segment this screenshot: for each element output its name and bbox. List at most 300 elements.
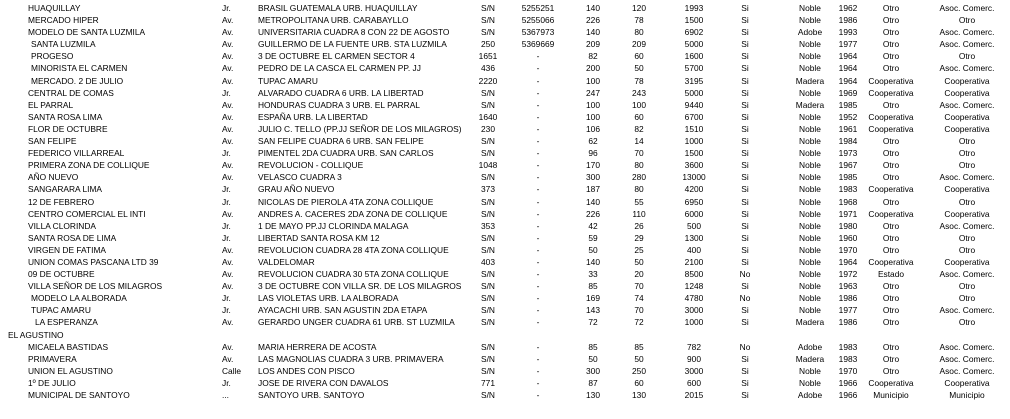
material: Noble bbox=[799, 39, 821, 50]
phone: - bbox=[536, 269, 540, 280]
table-row bbox=[0, 377, 1010, 389]
table-row bbox=[0, 159, 1010, 171]
street-type: Jr. bbox=[222, 377, 231, 388]
area-built: 14 bbox=[634, 136, 644, 147]
area-total: 300 bbox=[586, 365, 600, 376]
street-type: Jr. bbox=[222, 232, 231, 243]
market-name: CENTRAL DE COMAS bbox=[28, 87, 114, 98]
area-total: 87 bbox=[588, 377, 598, 388]
ownership-type: Otro bbox=[882, 27, 900, 38]
phone: 5369669 bbox=[521, 39, 555, 50]
area-total: 62 bbox=[588, 136, 598, 147]
year: 1968 bbox=[838, 196, 858, 207]
address: JOSE DE RIVERA CON DAVALOS bbox=[258, 377, 389, 388]
area-built: 82 bbox=[634, 123, 644, 134]
value: 6902 bbox=[684, 27, 704, 38]
address: REVOLUCION - COLLIQUE bbox=[258, 160, 364, 171]
material: Noble bbox=[799, 365, 821, 376]
area-total: 247 bbox=[586, 87, 600, 98]
material: Adobe bbox=[797, 390, 823, 400]
year: 1963 bbox=[838, 281, 858, 292]
ownership-type: Otro bbox=[882, 3, 900, 13]
area-total: 209 bbox=[586, 39, 600, 50]
market-name: VIRGEN DE FATIMA bbox=[28, 244, 107, 255]
year: 1969 bbox=[838, 87, 858, 98]
phone: - bbox=[536, 148, 540, 159]
ownership-type: Cooperativa bbox=[868, 256, 914, 267]
ownership-type: Cooperativa bbox=[868, 87, 914, 98]
area-total: 226 bbox=[586, 208, 600, 219]
management-type: Asoc. Comerc. bbox=[939, 365, 995, 376]
market-name: 12 DE FEBRERO bbox=[28, 196, 95, 207]
management-type: Asoc. Comerc. bbox=[939, 305, 995, 316]
phone: - bbox=[536, 51, 540, 62]
year: 1986 bbox=[838, 15, 858, 26]
market-name: MODELO LA ALBORADA bbox=[31, 293, 127, 304]
street-type: Calle bbox=[222, 365, 242, 376]
phone: - bbox=[536, 232, 540, 243]
ownership-type: Otro bbox=[882, 196, 900, 207]
address: REVOLUCION CUADRA 30 5TA ZONA COLLIQUE bbox=[258, 269, 449, 280]
material: Noble bbox=[799, 232, 821, 243]
market-name: 09 DE OCTUBRE bbox=[28, 269, 95, 280]
area-built: 60 bbox=[634, 111, 644, 122]
material: Noble bbox=[799, 196, 821, 207]
management-type: Otro bbox=[958, 148, 976, 159]
street-number: S/N bbox=[481, 390, 495, 400]
value: 9440 bbox=[684, 99, 704, 110]
market-name: UNION COMAS PASCANA LTD 39 bbox=[28, 256, 159, 267]
table-row bbox=[0, 99, 1010, 111]
service-flag: Si bbox=[741, 232, 749, 243]
street-number: S/N bbox=[481, 244, 495, 255]
material: Noble bbox=[799, 111, 821, 122]
ownership-type: Otro bbox=[882, 15, 900, 26]
material: Noble bbox=[799, 3, 821, 13]
management-type: Otro bbox=[958, 51, 976, 62]
ownership-type: Otro bbox=[882, 353, 900, 364]
value: 5700 bbox=[684, 63, 704, 74]
area-total: 50 bbox=[588, 244, 598, 255]
value: 1600 bbox=[684, 51, 704, 62]
table-row bbox=[0, 220, 1010, 232]
ownership-type: Otro bbox=[882, 160, 900, 171]
street-type: Jr. bbox=[222, 87, 231, 98]
table-row bbox=[0, 208, 1010, 220]
street-number: 230 bbox=[481, 123, 495, 134]
area-built: 280 bbox=[632, 172, 646, 183]
management-type: Asoc. Comerc. bbox=[939, 3, 995, 13]
area-built: 80 bbox=[634, 184, 644, 195]
service-flag: Si bbox=[741, 184, 749, 195]
material: Noble bbox=[799, 208, 821, 219]
street-number: 771 bbox=[481, 377, 495, 388]
area-total: 140 bbox=[586, 196, 600, 207]
management-type: Otro bbox=[958, 232, 976, 243]
area-total: 143 bbox=[586, 305, 600, 316]
ownership-type: Otro bbox=[882, 365, 900, 376]
street-number: S/N bbox=[481, 136, 495, 147]
phone: - bbox=[536, 87, 540, 98]
management-type: Asoc. Comerc. bbox=[939, 63, 995, 74]
year: 1964 bbox=[838, 63, 858, 74]
material: Adobe bbox=[797, 27, 823, 38]
street-type: Av. bbox=[222, 317, 234, 328]
material: Noble bbox=[799, 172, 821, 183]
ownership-type: Otro bbox=[882, 136, 900, 147]
market-name: SANTA ROSA DE LIMA bbox=[28, 232, 117, 243]
area-built: 250 bbox=[632, 365, 646, 376]
ownership-type: Otro bbox=[882, 281, 900, 292]
street-type: Jr. bbox=[222, 184, 231, 195]
table-row bbox=[0, 341, 1010, 353]
year: 1971 bbox=[838, 208, 858, 219]
year: 1986 bbox=[838, 293, 858, 304]
table-row bbox=[0, 26, 1010, 38]
management-type: Otro bbox=[958, 281, 976, 292]
value: 1000 bbox=[684, 136, 704, 147]
address: METROPOLITANA URB. CARABAYLLO bbox=[258, 15, 409, 26]
material: Noble bbox=[799, 281, 821, 292]
year: 1970 bbox=[838, 244, 858, 255]
value: 4780 bbox=[684, 293, 704, 304]
address: 1 DE MAYO PP.JJ CLORINDA MALAGA bbox=[258, 220, 409, 231]
area-total: 200 bbox=[586, 63, 600, 74]
management-type: Cooperativa bbox=[944, 75, 990, 86]
year: 1986 bbox=[838, 317, 858, 328]
phone: - bbox=[536, 256, 540, 267]
year: 1985 bbox=[838, 99, 858, 110]
table-row bbox=[0, 38, 1010, 50]
service-flag: Si bbox=[741, 15, 749, 26]
street-type: Av. bbox=[222, 256, 234, 267]
address: ANDRES A. CACERES 2DA ZONA DE COLLIQUE bbox=[258, 208, 448, 219]
table-row bbox=[0, 196, 1010, 208]
value: 1300 bbox=[684, 232, 704, 243]
table-row bbox=[0, 62, 1010, 74]
ownership-type: Otro bbox=[882, 99, 900, 110]
street-number: S/N bbox=[481, 196, 495, 207]
ownership-type: Estado bbox=[877, 269, 905, 280]
area-total: 42 bbox=[588, 220, 598, 231]
ownership-type: Cooperativa bbox=[868, 377, 914, 388]
material: Noble bbox=[799, 160, 821, 171]
phone: - bbox=[536, 281, 540, 292]
street-number: S/N bbox=[481, 341, 495, 352]
street-number: S/N bbox=[481, 148, 495, 159]
value: 6000 bbox=[684, 208, 704, 219]
phone: - bbox=[536, 293, 540, 304]
service-flag: Si bbox=[741, 160, 749, 171]
table-row bbox=[0, 111, 1010, 123]
address: TUPAC AMARU bbox=[258, 75, 318, 86]
value: 3600 bbox=[684, 160, 704, 171]
management-type: Otro bbox=[958, 317, 976, 328]
street-number: S/N bbox=[481, 305, 495, 316]
table-row bbox=[0, 353, 1010, 365]
address: SAN FELIPE CUADRA 6 URB. SAN FELIPE bbox=[258, 136, 424, 147]
material: Noble bbox=[799, 51, 821, 62]
area-total: 85 bbox=[588, 281, 598, 292]
street-number: 436 bbox=[481, 63, 495, 74]
market-name: MINORISTA EL CARMEN bbox=[31, 63, 128, 74]
service-flag: Si bbox=[741, 208, 749, 219]
street-type: Av. bbox=[222, 160, 234, 171]
street-type: Av. bbox=[222, 172, 234, 183]
district-name: EL AGUSTINO bbox=[8, 329, 64, 340]
street-number: 353 bbox=[481, 220, 495, 231]
year: 1961 bbox=[838, 123, 858, 134]
market-name: SANGARARA LIMA bbox=[28, 184, 103, 195]
street-type: Av. bbox=[222, 123, 234, 134]
area-built: 85 bbox=[634, 341, 644, 352]
address: MARIA HERRERA DE ACOSTA bbox=[258, 341, 377, 352]
service-flag: Si bbox=[741, 63, 749, 74]
management-type: Municipio bbox=[949, 390, 985, 400]
phone: - bbox=[536, 317, 540, 328]
street-number: S/N bbox=[481, 208, 495, 219]
street-type: Jr. bbox=[222, 305, 231, 316]
street-number: S/N bbox=[481, 87, 495, 98]
material: Adobe bbox=[797, 341, 823, 352]
street-number: S/N bbox=[481, 99, 495, 110]
area-total: 106 bbox=[586, 123, 600, 134]
management-type: Otro bbox=[958, 160, 976, 171]
area-total: 226 bbox=[586, 15, 600, 26]
year: 1985 bbox=[838, 172, 858, 183]
year: 1972 bbox=[838, 269, 858, 280]
street-number: 1640 bbox=[478, 111, 498, 122]
street-type: Jr. bbox=[222, 220, 231, 231]
area-total: 100 bbox=[586, 75, 600, 86]
street-type: Av. bbox=[222, 208, 234, 219]
street-type: Av. bbox=[222, 27, 234, 38]
area-built: 80 bbox=[634, 27, 644, 38]
table-row bbox=[0, 268, 1010, 280]
street-number: S/N bbox=[481, 293, 495, 304]
material: Noble bbox=[799, 305, 821, 316]
year: 1964 bbox=[838, 256, 858, 267]
area-built: 29 bbox=[634, 232, 644, 243]
area-total: 140 bbox=[586, 3, 600, 13]
value: 2100 bbox=[684, 256, 704, 267]
table-row bbox=[0, 256, 1010, 268]
phone: - bbox=[536, 244, 540, 255]
area-built: 130 bbox=[632, 390, 646, 400]
area-built: 78 bbox=[634, 15, 644, 26]
address: REVOLUCION CUADRA 28 4TA ZONA COLLIQUE bbox=[258, 244, 449, 255]
street-number: S/N bbox=[481, 281, 495, 292]
street-number: S/N bbox=[481, 3, 495, 13]
year: 1973 bbox=[838, 148, 858, 159]
material: Noble bbox=[799, 15, 821, 26]
address: GRAU AÑO NUEVO bbox=[258, 184, 335, 195]
area-built: 120 bbox=[632, 3, 646, 13]
area-total: 50 bbox=[588, 353, 598, 364]
phone: 5255066 bbox=[521, 15, 555, 26]
market-name: TUPAC AMARU bbox=[31, 305, 91, 316]
management-type: Otro bbox=[958, 136, 976, 147]
area-built: 80 bbox=[634, 160, 644, 171]
phone: 5255251 bbox=[521, 3, 555, 13]
address: GERARDO UNGER CUADRA 61 URB. ST LUZMILA bbox=[258, 317, 455, 328]
ownership-type: Cooperativa bbox=[868, 111, 914, 122]
table-row bbox=[0, 171, 1010, 183]
material: Noble bbox=[799, 148, 821, 159]
market-name: PROGESO bbox=[31, 51, 74, 62]
street-number: 250 bbox=[481, 39, 495, 50]
address: VELASCO CUADRA 3 bbox=[258, 172, 342, 183]
street-type: Av. bbox=[222, 75, 234, 86]
management-type: Otro bbox=[958, 196, 976, 207]
street-number: S/N bbox=[481, 365, 495, 376]
year: 1983 bbox=[838, 353, 858, 364]
value: 2015 bbox=[684, 390, 704, 400]
street-number: S/N bbox=[481, 232, 495, 243]
area-built: 110 bbox=[632, 208, 646, 219]
material: Madera bbox=[795, 75, 825, 86]
material: Madera bbox=[795, 353, 825, 364]
service-flag: Si bbox=[741, 353, 749, 364]
table-row bbox=[0, 232, 1010, 244]
market-name: MODELO DE SANTA LUZMILA bbox=[28, 27, 146, 38]
year: 1977 bbox=[838, 305, 858, 316]
management-type: Cooperativa bbox=[944, 377, 990, 388]
street-number: S/N bbox=[481, 317, 495, 328]
market-name: PRIMERA ZONA DE COLLIQUE bbox=[28, 160, 150, 171]
phone: - bbox=[536, 353, 540, 364]
service-flag: Si bbox=[741, 27, 749, 38]
ownership-type: Otro bbox=[882, 39, 900, 50]
area-built: 25 bbox=[634, 244, 644, 255]
management-type: Cooperativa bbox=[944, 208, 990, 219]
management-type: Cooperativa bbox=[944, 184, 990, 195]
service-flag: Si bbox=[741, 377, 749, 388]
service-flag: Si bbox=[741, 281, 749, 292]
address: LIBERTAD SANTA ROSA KM 12 bbox=[258, 232, 380, 243]
service-flag: Si bbox=[741, 220, 749, 231]
table-row bbox=[0, 304, 1010, 316]
market-name: FLOR DE OCTUBRE bbox=[28, 123, 108, 134]
street-number: 2220 bbox=[478, 75, 498, 86]
ownership-type: Otro bbox=[882, 293, 900, 304]
area-built: 26 bbox=[634, 220, 644, 231]
phone: - bbox=[536, 377, 540, 388]
year: 1962 bbox=[838, 3, 858, 13]
service-flag: No bbox=[739, 341, 751, 352]
phone: - bbox=[536, 63, 540, 74]
phone: - bbox=[536, 208, 540, 219]
service-flag: Si bbox=[741, 390, 749, 400]
area-total: 72 bbox=[588, 317, 598, 328]
phone: - bbox=[536, 184, 540, 195]
year: 1983 bbox=[838, 341, 858, 352]
value: 3195 bbox=[684, 75, 704, 86]
area-total: 140 bbox=[586, 27, 600, 38]
area-total: 96 bbox=[588, 148, 598, 159]
area-total: 33 bbox=[588, 269, 598, 280]
street-type: Av. bbox=[222, 63, 234, 74]
area-total: 100 bbox=[586, 99, 600, 110]
value: 500 bbox=[687, 220, 701, 231]
year: 1967 bbox=[838, 160, 858, 171]
market-name: EL PARRAL bbox=[28, 99, 74, 110]
management-type: Otro bbox=[958, 293, 976, 304]
service-flag: Si bbox=[741, 39, 749, 50]
area-total: 100 bbox=[586, 111, 600, 122]
street-type: Av. bbox=[222, 111, 234, 122]
management-type: Asoc. Comerc. bbox=[939, 172, 995, 183]
ownership-type: Otro bbox=[882, 63, 900, 74]
street-number: S/N bbox=[481, 15, 495, 26]
street-number: S/N bbox=[481, 27, 495, 38]
service-flag: Si bbox=[741, 136, 749, 147]
street-type: Av. bbox=[222, 353, 234, 364]
phone: - bbox=[536, 136, 540, 147]
value: 5000 bbox=[684, 39, 704, 50]
material: Noble bbox=[799, 184, 821, 195]
service-flag: Si bbox=[741, 75, 749, 86]
table-row bbox=[0, 365, 1010, 377]
year: 1993 bbox=[838, 27, 858, 38]
address: GUILLERMO DE LA FUENTE URB. STA LUZMILA bbox=[258, 39, 447, 50]
street-type: Av. bbox=[222, 15, 234, 26]
phone: - bbox=[536, 75, 540, 86]
street-type: Av. bbox=[222, 99, 234, 110]
address: SANTOYO URB. SANTOYO bbox=[258, 390, 365, 400]
service-flag: Si bbox=[741, 317, 749, 328]
address: HONDURAS CUADRA 3 URB. EL PARRAL bbox=[258, 99, 420, 110]
area-built: 72 bbox=[634, 317, 644, 328]
table-row bbox=[0, 123, 1010, 135]
ownership-type: Cooperativa bbox=[868, 75, 914, 86]
street-number: S/N bbox=[481, 269, 495, 280]
value: 1510 bbox=[684, 123, 704, 134]
material: Noble bbox=[799, 87, 821, 98]
service-flag: Si bbox=[741, 148, 749, 159]
value: 5000 bbox=[684, 87, 704, 98]
service-flag: Si bbox=[741, 305, 749, 316]
area-total: 140 bbox=[586, 256, 600, 267]
value: 600 bbox=[687, 377, 701, 388]
value: 400 bbox=[687, 244, 701, 255]
material: Noble bbox=[799, 63, 821, 74]
market-name: AÑO NUEVO bbox=[28, 172, 79, 183]
management-type: Asoc. Comerc. bbox=[939, 99, 995, 110]
table-row bbox=[0, 316, 1010, 328]
table-row bbox=[0, 2, 1010, 14]
year: 1970 bbox=[838, 365, 858, 376]
street-type: Jr. bbox=[222, 293, 231, 304]
area-built: 20 bbox=[634, 269, 644, 280]
value: 782 bbox=[687, 341, 701, 352]
service-flag: Si bbox=[741, 111, 749, 122]
phone: - bbox=[536, 220, 540, 231]
area-total: 300 bbox=[586, 172, 600, 183]
value: 1248 bbox=[684, 281, 704, 292]
address: NICOLAS DE PIEROLA 4TA ZONA COLLIQUE bbox=[258, 196, 434, 207]
management-type: Cooperativa bbox=[944, 87, 990, 98]
street-type: Jr. bbox=[222, 148, 231, 159]
ownership-type: Municipio bbox=[873, 390, 909, 400]
material: Madera bbox=[795, 99, 825, 110]
table-row bbox=[0, 147, 1010, 159]
value: 3000 bbox=[684, 305, 704, 316]
market-name: UNION EL AGUSTINO bbox=[28, 365, 113, 376]
value: 1993 bbox=[684, 3, 704, 13]
material: Madera bbox=[795, 317, 825, 328]
material: Noble bbox=[799, 123, 821, 134]
